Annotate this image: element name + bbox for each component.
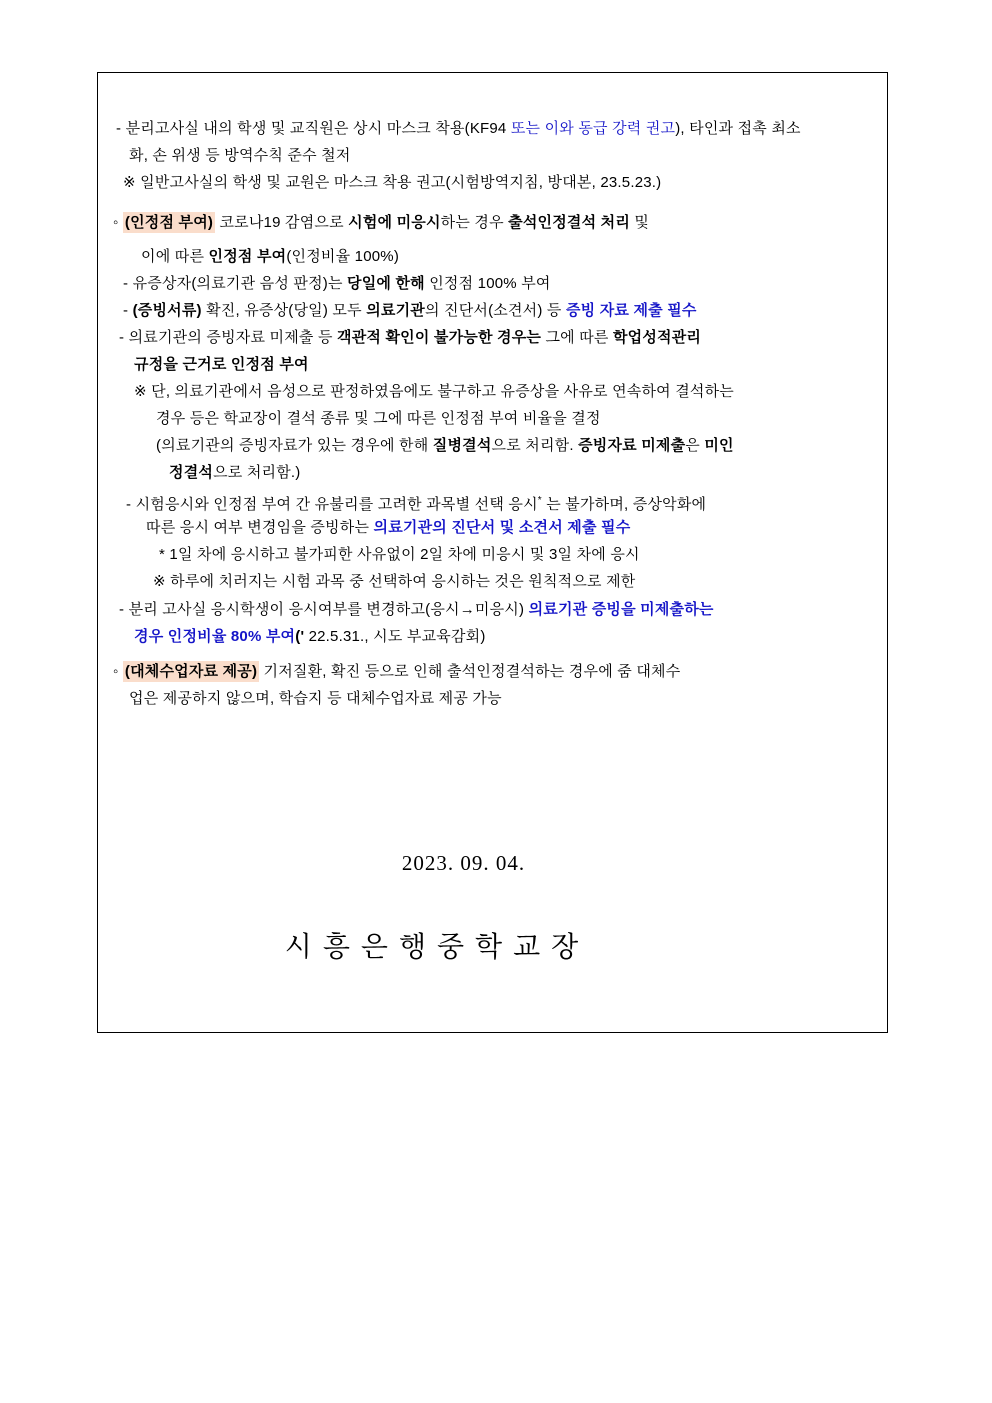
text-segment: 기저질환, 확진 등으로 인해 출석인정결석하는 경우에 줌 대체수	[259, 663, 681, 680]
text-segment: * 1일 차에 응시하고 불가피한 사유없이 2일 차에 미응시 및 3일 차에 응시	[159, 546, 640, 563]
text-segment: 정결석	[169, 464, 214, 481]
text-line	[112, 270, 881, 297]
document-border	[97, 72, 888, 1033]
text-segment: 그에 따른	[541, 329, 613, 346]
text-segment: 의료기관	[366, 302, 425, 319]
text-segment: 증빙 자료 제출 필수	[565, 302, 697, 319]
text-line	[112, 405, 881, 432]
text-segment: 코로나19 감염으로	[215, 214, 349, 231]
document-lines	[112, 115, 881, 712]
text-segment: ※ 하루에 치러지는 시험 과목 중 선택하여 응시하는 것은 원칙적으로 제한	[153, 573, 636, 590]
text-segment: ), 타인과 접촉 최소	[675, 120, 801, 137]
text-segment: - 의료기관의 증빙자료 미제출 등	[119, 329, 338, 346]
text-segment: 의 진단서(소견서) 등	[424, 302, 566, 319]
text-line	[112, 378, 881, 405]
text-line	[112, 324, 881, 351]
text-segment: 출석인정결석 처리	[508, 214, 631, 231]
text-line	[112, 596, 881, 623]
text-segment: 인정점 100% 부여	[424, 275, 551, 292]
text-line	[112, 568, 881, 595]
text-segment: 은	[685, 437, 705, 454]
text-line	[112, 514, 881, 541]
text-segment: ('	[295, 628, 305, 645]
text-line	[112, 541, 881, 568]
text-line	[112, 623, 881, 650]
text-segment: 의료기관 증빙을 미제출하는	[528, 601, 714, 618]
text-segment: 업은 제공하지 않으며, 학습지 등 대체수업자료 제공 가능	[129, 690, 502, 707]
text-segment: 증빙자료 미제출	[578, 437, 686, 454]
text-segment: *	[537, 495, 542, 506]
text-segment: - 분리 고사실 응시학생이 응시여부를 변경하고(응시→미응시)	[119, 601, 529, 618]
text-line	[112, 243, 881, 270]
text-segment: 경우 등은 학교장이 결석 종류 및 그에 따른 인정점 부여 비율을 결정	[156, 410, 601, 427]
text-line	[112, 432, 881, 459]
text-segment: 규정을 근거로 인정점 부여	[134, 356, 309, 373]
text-segment: 이에 따른	[141, 248, 209, 265]
text-segment: 경우 인정비율 80% 부여	[134, 628, 296, 645]
text-segment: ※ 단, 의료기관에서 음성으로 판정하였음에도 불구하고 유증상을 사유로 연속하여 결석하는	[134, 383, 734, 400]
text-segment: 22.5.31., 시도 부교육감회)	[304, 628, 486, 645]
text-segment: ※ 일반고사실의 학생 및 교원은 마스크 착용 권고(시험방역지침, 방대본, 23.5.23.)	[123, 174, 662, 191]
text-segment: ◦	[113, 214, 123, 231]
text-segment: 및	[630, 214, 650, 231]
text-line	[112, 685, 881, 712]
text-segment: 으로 처리함.)	[213, 464, 301, 481]
text-line	[112, 487, 881, 514]
text-segment: 또는 이와 동급 강력 권고	[510, 120, 676, 137]
text-line	[112, 169, 881, 196]
text-line	[112, 459, 881, 486]
text-segment: 의료기관의 진단서 및 소견서 제출 필수	[373, 519, 631, 536]
text-segment: 으로 처리함.	[491, 437, 579, 454]
text-segment: 하는 경우	[440, 214, 509, 231]
text-segment: (의료기관의 증빙자료가 있는 경우에 한해	[156, 437, 433, 454]
text-segment: 는 불가하며, 증상악화에	[541, 496, 707, 513]
text-line	[112, 351, 881, 378]
text-line	[112, 142, 881, 169]
signature-line: 시 흥 은 행 중 학 교 장	[284, 932, 581, 963]
text-segment: - 유증상자(의료기관 음성 판정)는	[123, 275, 348, 292]
text-segment: - 시험응시와 인정점 부여 간 유불리를 고려한 과목별 선택 응시	[126, 496, 538, 513]
text-segment: 따른 응시 여부 변경임을 증빙하는	[146, 519, 374, 536]
text-line	[112, 297, 881, 324]
text-segment: - 분리고사실 내의 학생 및 교직원은 상시 마스크 착용(KF94	[116, 120, 511, 137]
text-line	[112, 115, 881, 142]
text-segment: 학업성적관리	[612, 329, 702, 346]
text-segment: -	[123, 302, 133, 319]
date-line: 2023. 09. 04.	[401, 851, 526, 875]
text-segment: 화, 손 위생 등 방역수칙 준수 철저	[129, 147, 351, 164]
text-segment: 인정점 부여	[208, 248, 287, 265]
text-line	[112, 209, 881, 236]
text-segment: (대체수업자료 제공)	[124, 663, 258, 680]
text-segment: 질병결석	[432, 437, 492, 454]
text-segment: 객관적 확인이 불가능한 경우는	[337, 329, 542, 346]
text-segment: 미인	[704, 437, 734, 454]
text-segment: 확진, 유증상(당일) 모두	[201, 302, 367, 319]
text-segment: 당일에 한해	[347, 275, 425, 292]
text-line	[112, 658, 881, 685]
text-segment: (증빙서류)	[132, 302, 202, 319]
text-segment: (인정점 부여)	[124, 214, 214, 231]
text-segment: (인정비율 100%)	[286, 248, 400, 265]
text-segment: 시험에 미응시	[348, 214, 441, 231]
text-segment: ◦	[113, 663, 123, 680]
